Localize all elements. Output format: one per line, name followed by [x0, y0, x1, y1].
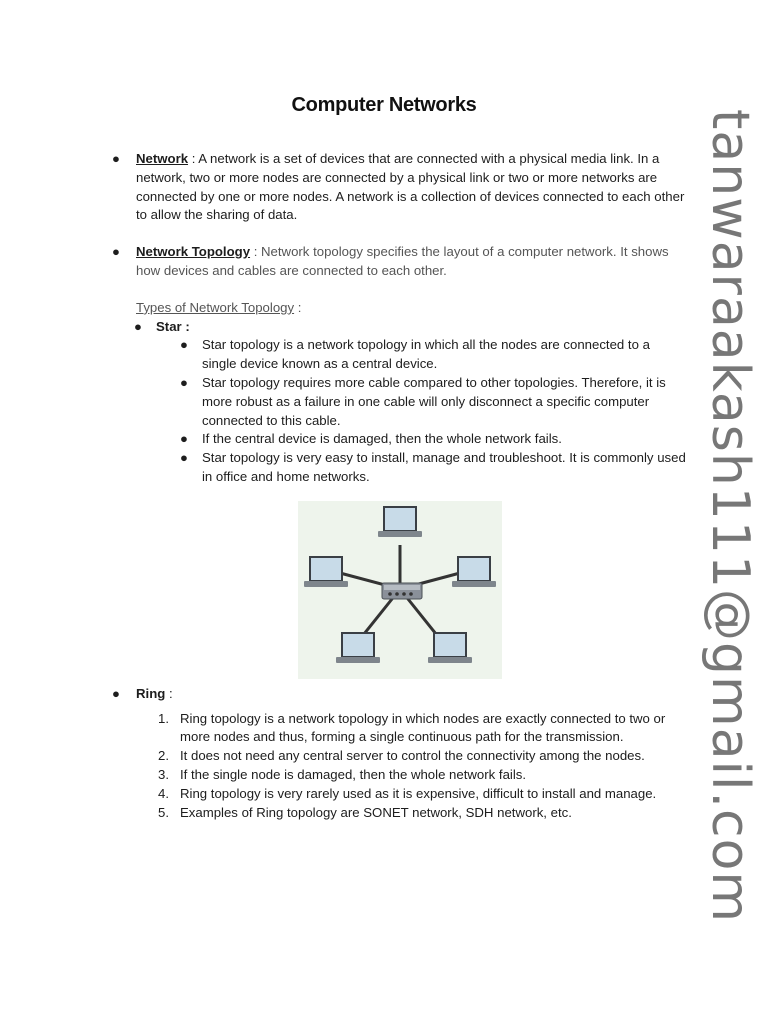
star-point — [112, 449, 687, 487]
star-point — [112, 374, 687, 430]
ring-suffix: : — [165, 685, 173, 701]
laptop-icon — [452, 557, 496, 587]
document-body — [112, 150, 687, 822]
ring-point-number: 2. — [158, 748, 169, 764]
ring-point-text: Examples of Ring topology are SONET network, SDH network, etc. — [180, 804, 572, 820]
ring-point-text: Ring topology is a network topology in which nodes are exactly connected to two or more nodes and thus, forming a single continuous path for the transmission. — [180, 710, 666, 745]
page-title: Computer Networks — [291, 94, 477, 116]
central-hub-icon — [382, 583, 422, 599]
network-definition — [112, 150, 687, 225]
ring-point — [112, 710, 687, 748]
ring-point-number: 4. — [158, 785, 169, 801]
ring-point — [112, 804, 687, 823]
star-point — [112, 430, 687, 449]
bullet-icon: ● — [134, 318, 142, 334]
bullet-icon: ● — [180, 450, 188, 466]
bullet-icon: ● — [112, 151, 120, 166]
laptop-icon — [304, 557, 348, 587]
star-topology-figure — [298, 501, 502, 679]
laptop-icon — [378, 507, 422, 537]
ring-point-text: If the single node is damaged, then the whole network fails. — [180, 766, 527, 782]
topology-definition — [112, 243, 687, 281]
star-label: Star : — [156, 318, 190, 334]
types-heading — [136, 299, 687, 318]
bullet-icon: ● — [112, 685, 120, 701]
types-heading-suffix: : — [294, 299, 302, 315]
network-text: : A network is a set of devices that are connected with a physical media link. In a network, two or more nodes are connected by a physical link or two or more networks are connected by one or more nodes. A network is a collection of devices connected to each other to allow the sharing of data. — [136, 151, 685, 223]
ring-point — [112, 766, 687, 785]
email-watermark — [700, 108, 760, 924]
ring-point-number: 3. — [158, 766, 169, 782]
ring-points-list — [112, 710, 687, 823]
bullet-icon: ● — [180, 374, 188, 390]
star-item — [112, 318, 687, 337]
star-point-text: Star topology is a network topology in which all the nodes are connected to a single device known as a central device. — [202, 337, 650, 372]
bullet-icon: ● — [112, 244, 120, 260]
star-point-text: Star topology is very easy to install, manage and troubleshoot. It is commonly used in office and home networks. — [202, 450, 686, 484]
watermark-text: tanwaraakash111@gmail.com — [700, 108, 760, 924]
star-point — [112, 336, 687, 374]
network-term: Network — [136, 151, 189, 166]
laptop-icon — [336, 633, 380, 663]
ring-point — [112, 747, 687, 766]
star-topology-diagram — [298, 501, 502, 679]
bullet-icon: ● — [180, 431, 188, 447]
star-point-text: If the central device is damaged, then the whole network fails. — [202, 431, 562, 447]
bullet-icon: ● — [180, 337, 188, 353]
ring-point-text: It does not need any central server to control the connectivity among the nodes. — [180, 748, 645, 764]
laptop-icon — [428, 633, 472, 663]
ring-point — [112, 785, 687, 804]
star-point-text: Star topology requires more cable compared to other topologies. Therefore, it is more robust as a failure in one cable will only disconnect a specific computer connected to this cable. — [202, 374, 666, 428]
ring-point-number: 5. — [158, 804, 169, 820]
topology-term: Network Topology — [136, 244, 251, 260]
ring-label: Ring — [136, 685, 166, 701]
types-heading-text: Types of Network Topology — [136, 299, 295, 315]
ring-item — [112, 685, 687, 704]
ring-point-text: Ring topology is very rarely used as it is expensive, difficult to install and manage. — [180, 785, 657, 801]
topology-text: : Network topology specifies the layout of a computer network. It shows how devices and cables are connected to each other. — [136, 244, 669, 278]
ring-point-number: 1. — [158, 710, 169, 726]
